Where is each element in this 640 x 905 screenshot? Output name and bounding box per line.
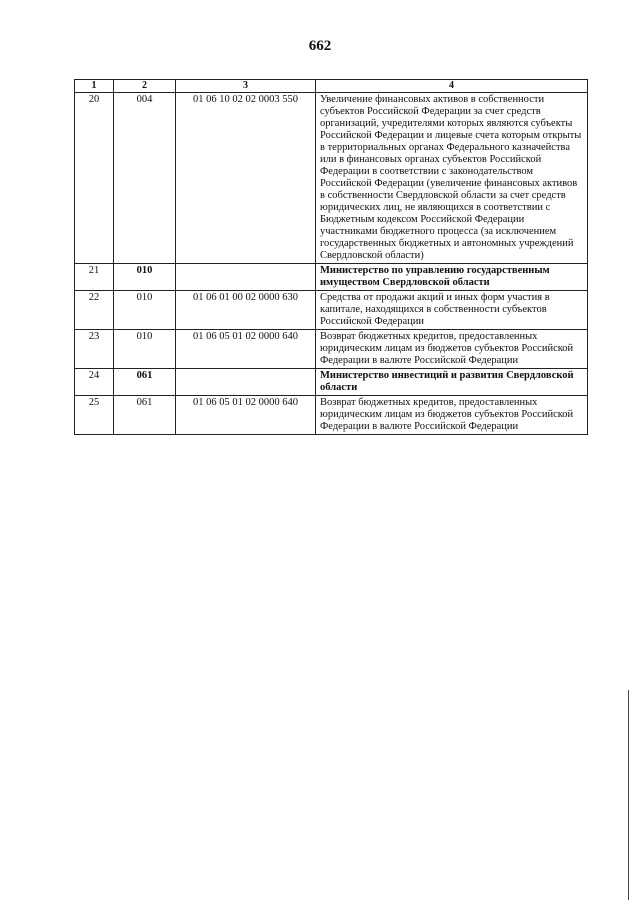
- row-description: Возврат бюджетных кредитов, предоставленных юридическим лицам из бюджетов субъектов Российской Федерации в валюте Российской Федерации: [316, 330, 588, 369]
- admin-code: 010: [114, 264, 176, 291]
- row-number: 24: [75, 369, 114, 396]
- table-header-row: [75, 80, 588, 93]
- ministry-name: Министерство инвестиций и развития Свердловской области: [316, 369, 588, 396]
- source-code: 01 06 10 02 02 0003 550: [176, 93, 316, 264]
- table-row-ministry: [75, 264, 588, 291]
- budget-sources-table: [74, 79, 588, 435]
- admin-code: 061: [114, 396, 176, 435]
- column-header-number: 1: [75, 80, 114, 93]
- row-number: 20: [75, 93, 114, 264]
- row-description: Увеличение финансовых активов в собственности субъектов Российской Федерации за счет средств организаций, учредителями которых являются субъекты Российской Федерации и лицевые счета которым открыты в территориальных органах Федерального казначейства или в финансовых органах субъектов Российской Федерации в соответствии с законодательством Российской Федерации (увеличение финансовых активов в собственности Свердловской области за счет средств юридических лиц, не являющихся в соответствии с Бюджетным кодексом Российской Федерации участниками бюджетного процесса (за исключением государственных бюджетных и автономных учреждений Свердловской области): [316, 93, 588, 264]
- row-number: 22: [75, 291, 114, 330]
- source-code: 01 06 05 01 02 0000 640: [176, 330, 316, 369]
- table-row-ministry: [75, 369, 588, 396]
- row-number: 23: [75, 330, 114, 369]
- table-row: [75, 330, 588, 369]
- source-code: 01 06 05 01 02 0000 640: [176, 396, 316, 435]
- source-code: [176, 369, 316, 396]
- admin-code: 061: [114, 369, 176, 396]
- admin-code: 010: [114, 330, 176, 369]
- scan-edge-line: [628, 690, 629, 900]
- row-number: 21: [75, 264, 114, 291]
- source-code: [176, 264, 316, 291]
- admin-code: 004: [114, 93, 176, 264]
- table-row: [75, 291, 588, 330]
- column-header-description: 4: [316, 80, 588, 93]
- admin-code: 010: [114, 291, 176, 330]
- row-description: Средства от продажи акций и иных форм участия в капитале, находящихся в собственности субъектов Российской Федерации: [316, 291, 588, 330]
- table-row: [75, 396, 588, 435]
- page-number: 662: [308, 38, 332, 54]
- row-description: Возврат бюджетных кредитов, предоставленных юридическим лицам из бюджетов субъектов Российской Федерации в валюте Российской Федерации: [316, 396, 588, 435]
- table-row: [75, 93, 588, 264]
- source-code: 01 06 01 00 02 0000 630: [176, 291, 316, 330]
- row-number: 25: [75, 396, 114, 435]
- ministry-name: Министерство по управлению государственным имуществом Свердловской области: [316, 264, 588, 291]
- column-header-source-code: 3: [176, 80, 316, 93]
- column-header-admin-code: 2: [114, 80, 176, 93]
